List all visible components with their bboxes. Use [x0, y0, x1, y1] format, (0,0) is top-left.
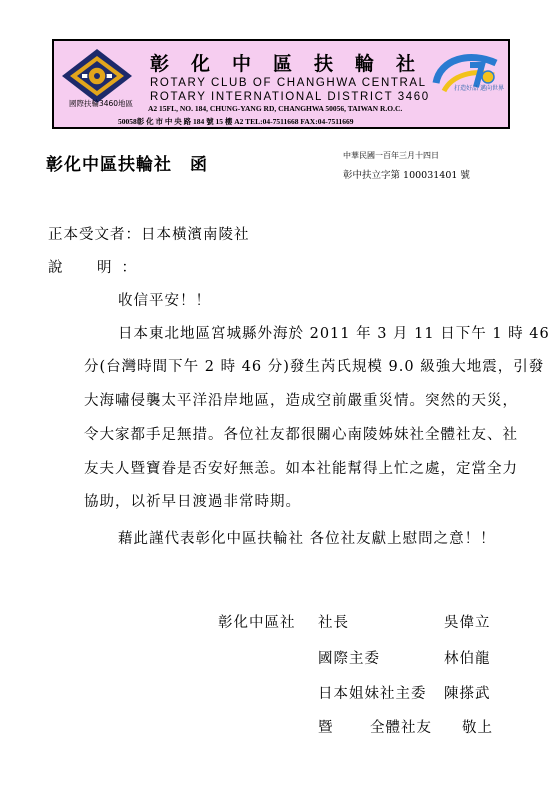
letterhead [52, 39, 510, 129]
club-title-chinese: 彰化中區扶輪社 [150, 53, 438, 75]
anniversary-logo-icon [430, 47, 502, 105]
letter-org-title: 彰化中區扶輪社 函 [46, 155, 208, 175]
signature-final-prefix: 暨 [318, 720, 334, 736]
signature-club: 彰化中區社 [218, 615, 296, 631]
district-caption: 國際扶輪3460地區 [68, 99, 134, 108]
closing-line: 藉此謹代表彰化中區扶輪社 各位社友獻上慰問之意！！ [118, 531, 496, 547]
anniversary-caption: 打造好品 邁向世界 [454, 85, 504, 92]
letter-reference-number: 彰中扶立字第 100031401 號 [343, 170, 470, 181]
paragraph-line: 分(台灣時間下午 2 時 46 分)發生芮氏規模 9.0 級強大地震，引發 [84, 359, 545, 375]
paragraph-line: 令大家都手足無措。各位社友都很關心南陵姊妹社全體社友、社 [84, 427, 518, 443]
recipient-line: 正本受文者：日本橫濱南陵社 [48, 227, 250, 243]
signature-title: 日本姐妹社主委 [318, 686, 427, 702]
paragraph-line: 協助，以祈早日渡過非常時期。 [84, 494, 301, 510]
signature-name: 林伯龍 [444, 651, 491, 667]
explanation-label: 說 明： [48, 260, 146, 276]
address-english: A2 15FL, NO. 184, CHUNG-YANG RD, CHANGHWA 50056, TAIWAN R.O.C. [148, 104, 403, 113]
signature-title: 社長 [318, 615, 349, 631]
signature-name: 陳搽武 [444, 686, 491, 702]
signature-final-suffix: 敬上 [462, 720, 493, 736]
paragraph-line: 大海嘯侵襲太平洋沿岸地區，造成空前嚴重災情。突然的天災， [84, 393, 518, 409]
paragraph-line: 日本東北地區宮城縣外海於 2011 年 3 月 11 日下午 1 時 46 [118, 326, 550, 342]
signature-title: 國際主委 [318, 651, 380, 667]
district-logo-icon [60, 47, 134, 105]
district-title-english: ROTARY INTERNATIONAL DISTRICT 3460 [150, 91, 430, 103]
address-chinese: 50058彰 化 市 中 央 路 184 號 15 樓 A2 TEL:04-7511668 FAX:04-7511669 [118, 117, 354, 126]
paragraph-line: 友夫人暨寶眷是否安好無恙。如本社能幫得上忙之處，定當全力 [84, 461, 518, 477]
letter-date: 中華民國一百年三月十四日 [343, 151, 439, 160]
signature-final-title: 全體社友 [370, 720, 432, 736]
signature-name: 吳偉立 [444, 615, 491, 631]
club-title-english: ROTARY CLUB OF CHANGHWA CENTRAL [150, 77, 427, 89]
greeting-line: 收信平安！！ [118, 293, 211, 309]
